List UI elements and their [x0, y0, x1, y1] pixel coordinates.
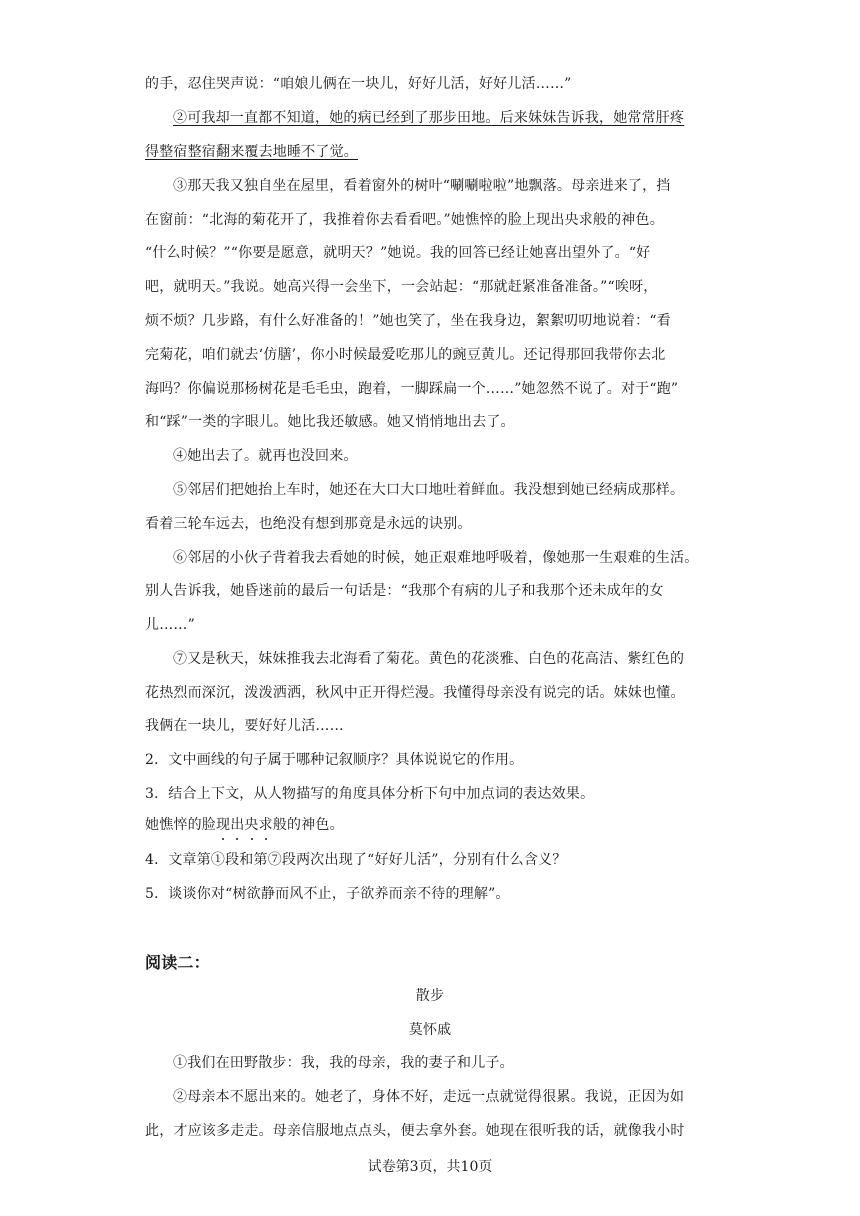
dotted-char: 现	[216, 817, 231, 833]
sentence-part: 般的神色。	[272, 817, 344, 833]
passage-line: 看着三轮车远去，也绝没有想到那竟是永远的诀别。	[145, 516, 472, 532]
passage-line: 和“踩”一类的字眼儿。她比我还敏感。她又悄悄地出去了。	[145, 414, 515, 430]
passage-line: 烦不烦？几步路，有什么好准备的！”她也笑了，坐在我身边，絮絮叨叨地说着：“看	[145, 313, 671, 329]
passage-line: ①我们在田野散步：我，我的母亲，我的妻子和儿子。	[173, 1055, 514, 1071]
page-footer: 试卷第3页，共10页	[367, 1159, 493, 1175]
passage-line: 儿……”	[145, 617, 195, 633]
passage-line: 在窗前：“北海的菊花开了，我推着你去看看吧。”她憔悴的脸上现出央求般的神色。	[145, 212, 664, 228]
dotted-char: 央	[244, 817, 259, 833]
question-5: 5．谈谈你对“树欲静而风不止，子欲养而亲不待的理解”。	[145, 886, 510, 902]
passage-line: ⑥邻居的小伙子背着我去看她的时候，她正艰难地呼吸着，像她那一生艰难的生活。	[173, 550, 699, 566]
passage-line: 我俩在一块儿，要好好儿活……	[145, 718, 344, 734]
passage-line: 的手，忍住哭声说：“咱娘儿俩在一块儿，好好儿活，好好儿活……”	[145, 76, 572, 92]
sentence-part: 她憔悴的脸	[145, 817, 216, 833]
passage-title: 散步	[415, 988, 445, 1004]
passage-line: 吧，就明天。”我说。她高兴得一会坐下，一会站起：“那就赶紧准备准备。”“唉呀，	[145, 279, 658, 295]
passage-line: ④她出去了。就再也没回来。	[173, 448, 358, 464]
question-4: 4．文章第①段和第⑦段两次出现了“好好儿活”，分别有什么含义？	[145, 852, 567, 868]
question-2: 2．文中画线的句子属于哪种记叙顺序？具体说说它的作用。	[145, 752, 524, 768]
passage-line: 花热烈而深沉，泼泼洒洒，秋风中正开得烂漫。我懂得母亲没有说完的话。妹妹也懂。	[145, 685, 685, 701]
passage-line: 完菊花，咱们就去‘仿膳’，你小时候最爱吃那儿的豌豆黄儿。还记得那回我带你去北	[145, 347, 666, 363]
passage-line: “什么时候？”“你要是愿意，就明天？”她说。我的回答已经让她喜出望外了。“好	[145, 245, 651, 261]
passage-line: 海吗？你偏说那杨树花是毛毛虫，跑着，一脚踩扁一个……”她忽然不说了。对于“跑”	[145, 381, 679, 397]
passage-line: ②母亲本不愿出来的。她老了，身体不好，走远一点就觉得很累。我说，正因为如	[173, 1089, 685, 1105]
question-3: 3．结合上下文，从人物描写的角度具体分析下句中加点词的表达效果。	[145, 786, 595, 802]
section-heading: 阅读二：	[145, 953, 210, 972]
dotted-char: 出	[230, 817, 245, 833]
passage-line: 此，才应该多走走。母亲信服地点点头，便去拿外套。她现在很听我的话，就像我小时	[145, 1123, 685, 1139]
passage-line: ⑦又是秋天，妹妹推我去北海看了菊花。黄色的花淡雅、白色的花高洁、紫红色的	[173, 651, 685, 667]
dotted-char: 求	[258, 817, 273, 833]
passage-line: 别人告诉我，她昏迷前的最后一句话是：“我那个有病的儿子和我那个还未成年的女	[145, 583, 664, 599]
passage-line: ③那天我又独自坐在屋里，看着窗外的树叶“唰唰啦啦”地飘落。母亲进来了，挡	[173, 178, 671, 194]
passage-line: ⑤邻居们把她抬上车时，她还在大口大口地吐着鲜血。我没想到她已经病成那样。	[173, 482, 685, 498]
underlined-sentence: ②可我却一直都不知道，她的病已经到了那步田地。后来妹妹告诉我，她常常肝疼	[173, 110, 685, 126]
underlined-sentence: 得整宿整宿翻来覆去地睡不了觉。	[145, 144, 358, 160]
passage-author: 莫怀戚	[408, 1022, 452, 1038]
question-3-sentence	[145, 815, 344, 835]
